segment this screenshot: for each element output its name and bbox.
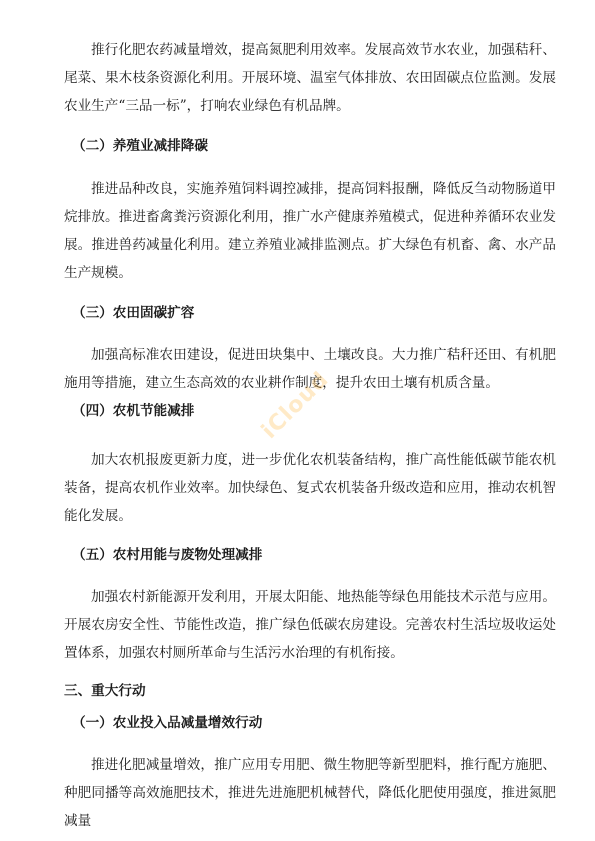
heading-input-reduction: （一）农业投入品减量增效行动 [72, 715, 263, 731]
paragraph-rural-energy: 加强农村新能源开发利用，开展太阳能、地热能等绿色用能技术示范与应用。开展农房安全性、节能性改造，推广绿色低碳农房建设。完善农村生活垃圾收运处置体系，加强农村厕所革命与生活污水治理的有机衔接。 [64, 589, 556, 661]
heading-rural-energy: （五）农村用能与废物处理减排 [72, 547, 263, 563]
heading-livestock: （二）养殖业减排降碳 [72, 138, 208, 154]
heading-machinery: （四）农机节能减排 [72, 403, 195, 419]
paragraph-machinery: 加大农机报废更新力度，进一步优化农机装备结构，推广高性能低碳节能农机装备，提高农机作业效率。加快绿色、复式农机装备升级改造和应用，推动农机智能化发展。 [64, 452, 556, 524]
paragraph-input-reduction: 推进化肥减量增效，推广应用专用肥、微生物肥等新型肥料，推行配方施肥、种肥同播等高效施肥技术，推进先进施肥机械替代，降低化肥使用强度，推进氮肥减量 [64, 757, 556, 829]
heading-farmland-carbon: （三）农田固碳扩容 [72, 305, 195, 321]
heading-major-actions: 三、重大行动 [64, 683, 146, 699]
paragraph-fertilizer: 推行化肥农药减量增效，提高氮肥利用效率。发展高效节水农业，加强秸秆、尾菜、果木枝条资源化利用。开展环境、温室气体排放、农田固碳点位监测。发展农业生产“三品一标”，打响农业绿色有机品牌。 [64, 42, 556, 114]
paragraph-livestock: 推进品种改良，实施养殖饲料调控减排，提高饲料报酬，降低反刍动物肠道甲烷排放。推进畜禽粪污资源化利用，推广水产健康养殖模式，促进种养循环农业发展。推进兽药减量化利用。建立养殖业减排监测点。扩大绿色有机畜、禽、水产品生产规模。 [64, 181, 556, 281]
paragraph-farmland-carbon: 加强高标准农田建设，促进田块集中、土壤改良。大力推广秸秆还田、有机肥施用等措施，建立生态高效的农业耕作制度，提升农田土壤有机质含量。 [64, 347, 556, 391]
watermark-logo: iCloud [257, 366, 334, 444]
